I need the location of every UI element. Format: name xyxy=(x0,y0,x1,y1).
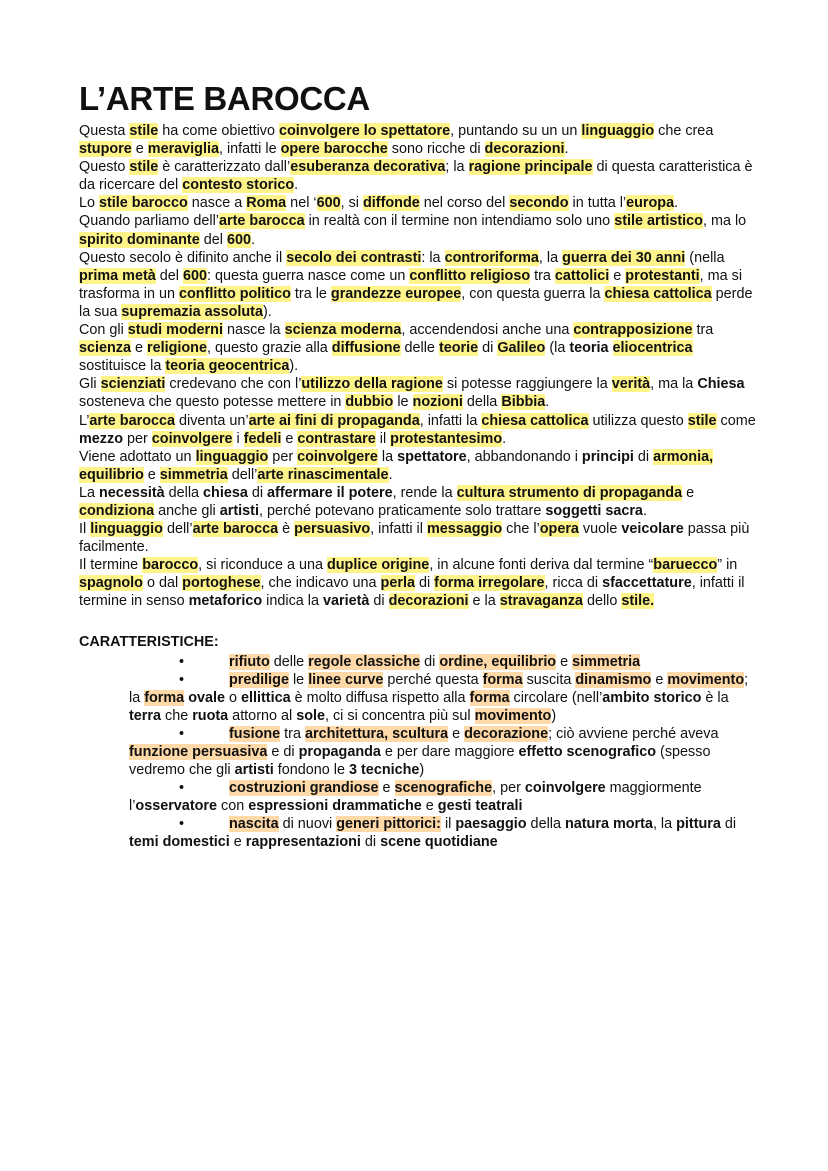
paragraph: Questo secolo è difinito anche il secolo dei contrasti: la controriforma, la guerra dei 30 anni (nella prima metà del 600: questa guerra nasce come un conflitto religioso tra cattolici e protestanti, ma si trasforma in un conflitto politico tra le grandezze europee, con questa guerra la chiesa cattolica perde la sua supremazia assoluta). xyxy=(79,249,753,320)
list-item xyxy=(129,815,759,851)
list-item xyxy=(129,653,759,671)
paragraph: Questo stile è caratterizzato dall’esuberanza decorativa; la ragione principale di questa caratteristica è da ricercare del contesto storico. xyxy=(79,159,753,194)
section-title: CARATTERISTICHE: xyxy=(79,633,219,650)
paragraph: La necessità della chiesa di affermare il potere, rende la cultura strumento di propaganda e condiziona anche gli artisti, perché potevano praticamente solo trattare soggetti sacra. xyxy=(79,484,695,519)
document-page xyxy=(79,80,759,852)
characteristics-list xyxy=(79,653,759,852)
paragraph: Il linguaggio dell’arte barocca è persuasivo, infatti il messaggio che l’opera vuole veicolare passa più facilmente. xyxy=(79,521,750,556)
paragraph: L’arte barocca diventa un’arte ai fini di propaganda, infatti la chiesa cattolica utilizza questo stile come mezzo per coinvolgere i fedeli e contrastare il protestantesimo. xyxy=(79,412,756,447)
bullet-icon: • xyxy=(179,816,185,833)
paragraph: Il termine barocco, si riconduce a una duplice origine, in alcune fonti deriva dal termine “barueccо” in spagnolo o dal portoghese, che indicavo una perla di forma irregolare, ricca di sfaccettature, infatti il termine in senso metaforico indica la varietà di decorazioni e la stravaganza dello stile. xyxy=(79,557,745,610)
list-item-text: predilige le linee curve perché questa forma suscita dinamismo e movimento; la forma ovale o ellittica è molto diffusa rispetto alla forma circolare (nell’ambito storico è la terra che ruota attorno al sole, ci si concentra più sul movimento) xyxy=(129,671,749,724)
bullet-icon: • xyxy=(179,671,185,688)
paragraph: Con gli studi moderni nasce la scienza moderna, accendendosi anche una contrapposizione tra scienza e religione, questo grazie alla diffusione delle teorie di Galileo (la teoria eliocentrica sostituisce la teoria geocentrica). xyxy=(79,322,714,375)
list-item-text: costruzioni grandiose e scenografiche, per coinvolgere maggiormente l’osservatore con espressioni drammatiche e gesti teatrali xyxy=(129,780,702,815)
bullet-icon: • xyxy=(179,653,185,670)
list-item xyxy=(129,779,759,815)
list-item-text: rifiuto delle regole classiche di ordine, equilibrio e simmetria xyxy=(229,653,641,670)
bullet-icon: • xyxy=(179,725,185,742)
bullet-icon: • xyxy=(179,780,185,797)
list-item xyxy=(129,671,759,725)
list-item-text: nascita di nuovi generi pittorici: il paesaggio della natura morta, la pittura di temi domestici e rappresentazioni di scene quotidiane xyxy=(129,816,737,851)
paragraph: Quando parliamo dell’arte barocca in realtà con il termine non intendiamo solo uno stile artistico, ma lo spirito dominante del 600. xyxy=(79,213,747,248)
paragraph: Questa stile ha come obiettivo coinvolgere lo spettatore, puntando su un un linguaggio che crea stupore e meraviglia, infatti le opere barocche sono ricche di decorazioni. xyxy=(79,123,714,158)
document-body xyxy=(79,122,759,611)
page-title: L’ARTE BAROCCA xyxy=(79,80,370,117)
list-item xyxy=(129,725,759,779)
list-item-text: fusione tra architettura, scultura e decorazione; ciò avviene perché aveva funzione persuasiva e di propaganda e per dare maggiore effetto scenografico (spesso vedremo che gli artisti fondono le 3 tecniche) xyxy=(129,725,719,779)
paragraph: Lo stile barocco nasce a Roma nel ‘600, si diffonde nel corso del secondo in tutta l’europa. xyxy=(79,195,679,212)
paragraph: Viene adottato un linguaggio per coinvolgere la spettatore, abbandonando i principi di armonia, equilibrio e simmetria dell’arte rinascimentale. xyxy=(79,448,714,483)
paragraph: Gli scienziati credevano che con l’utilizzo della ragione si potesse raggiungere la verità, ma la Chiesa sosteneva che questo potesse mettere in dubbio le nozioni della Bibbia. xyxy=(79,376,745,411)
